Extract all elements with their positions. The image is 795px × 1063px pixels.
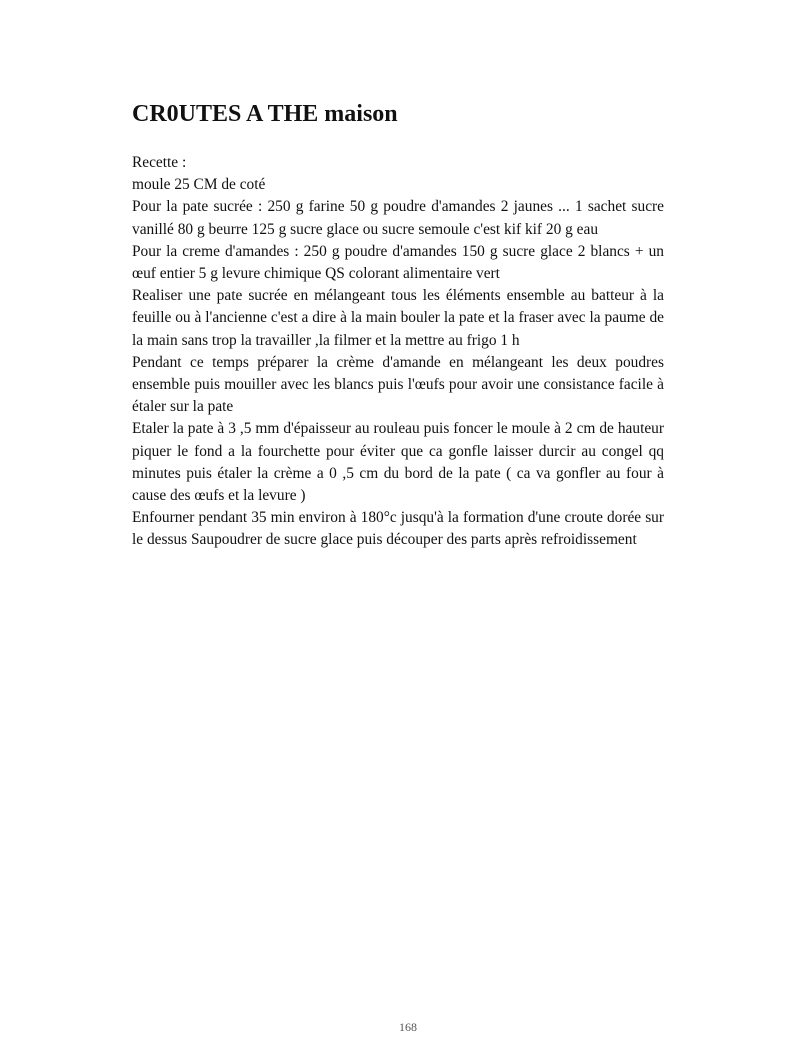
page-number: 168 <box>399 1020 417 1034</box>
assembly-method-paragraph: Etaler la pate à 3 ,5 mm d'épaisseur au rouleau puis foncer le moule à 2 cm de hauteur piquer le fond a la fourchette pour éviter que ca gonfle laisser durcir au congel qq minutes puis étaler la crème a 0 ,5 cm du bord de la pate ( ca va gonfler au four à cause des œufs et la levure ) <box>132 420 664 505</box>
recipe-body <box>132 152 664 552</box>
recipe-title: CR0UTES A THE maison <box>132 101 398 127</box>
pastry-method-paragraph: Realiser une pate sucrée en mélangeant tous les éléments ensemble au batteur à la feuille ou à l'ancienne c'est a dire à la main bouler la pate et la fraser avec la paume de la main sans trop la travailler ,la filmer et la mettre au frigo 1 h <box>132 287 664 349</box>
pastry-ingredients-paragraph: Pour la pate sucrée : 250 g farine 50 g poudre d'amandes 2 jaunes ... 1 sachet sucre vanillé 80 g beurre 125 g sucre glace ou sucre semoule c'est kif kif 20 g eau <box>132 198 664 238</box>
almond-cream-ingredients-paragraph: Pour la creme d'amandes : 250 g poudre d'amandes 150 g sucre glace 2 blancs + un œuf entier 5 g levure chimique QS colorant alimentaire vert <box>132 242 664 283</box>
mold-size-line: moule 25 CM de coté <box>132 176 266 194</box>
baking-method-paragraph: Enfourner pendant 35 min environ à 180°c jusqu'à la formation d'une croute dorée sur le dessus Saupoudrer de sucre glace puis découper des parts après refroidissement <box>132 509 664 549</box>
almond-cream-method-paragraph: Pendant ce temps préparer la crème d'amande en mélangeant les deux poudres ensemble puis mouiller avec les blancs puis l'œufs pour avoir une consistance facile à étaler sur la pate <box>132 353 664 416</box>
recipe-heading-line: Recette : <box>132 154 187 171</box>
